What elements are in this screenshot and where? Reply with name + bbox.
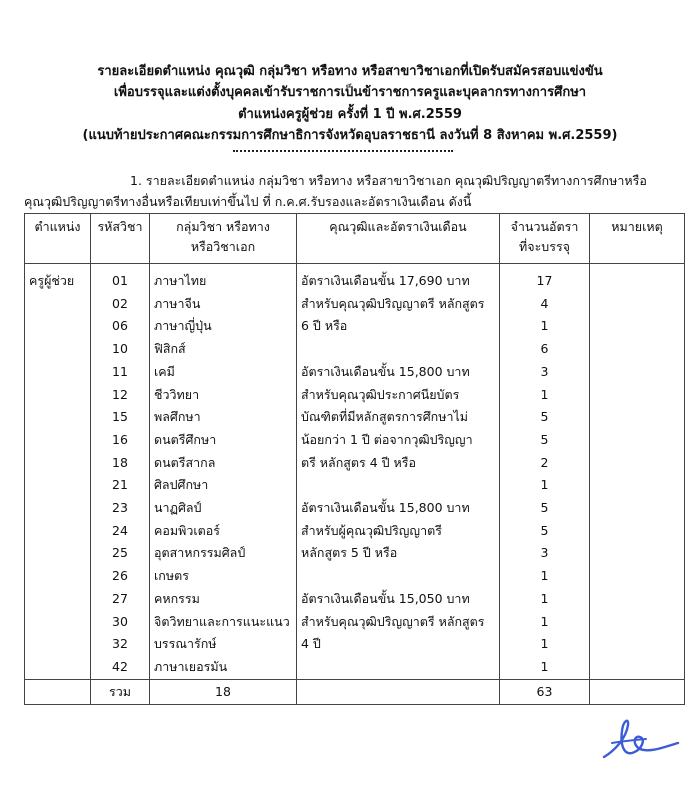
row-code: 23 <box>91 497 150 520</box>
row-code: 32 <box>91 633 150 656</box>
row-code: 12 <box>91 384 150 407</box>
row-qualification <box>297 656 500 679</box>
row-subject: คอมพิวเตอร์ <box>150 520 297 543</box>
row-subject: จิตวิทยาและการแนะแนว <box>150 611 297 634</box>
row-count: 5 <box>500 406 590 429</box>
row-subject: ภาษาจีน <box>150 293 297 316</box>
row-qualification: อัตราเงินเดือนขั้น 15,800 บาท <box>297 497 500 520</box>
header-subject: กลุ่มวิชา หรือทาง หรือวิชาเอก <box>150 214 297 264</box>
row-qualification: สำหรับคุณวุฒิประกาศนียบัตร <box>297 384 500 407</box>
row-count: 1 <box>500 384 590 407</box>
row-position <box>25 452 91 475</box>
table-row <box>25 611 685 634</box>
row-position <box>25 520 91 543</box>
row-code: 02 <box>91 293 150 316</box>
intro-line-1: 1. รายละเอียดตำแหน่ง กลุ่มวิชา หรือทาง หรือสาขาวิชาเอก คุณวุฒิปริญญาตรีทางการศึกษาหรือ <box>130 173 647 188</box>
row-position <box>25 611 91 634</box>
row-code: 06 <box>91 315 150 338</box>
table-row <box>25 656 685 679</box>
table-row <box>25 452 685 475</box>
row-position <box>25 542 91 565</box>
row-remark <box>590 474 685 497</box>
row-qualification: บัณฑิตที่มีหลักสูตรการศึกษาไม่ <box>297 406 500 429</box>
row-remark <box>590 406 685 429</box>
row-count: 3 <box>500 542 590 565</box>
row-subject: เคมี <box>150 361 297 384</box>
row-subject: ชีววิทยา <box>150 384 297 407</box>
row-qualification: สำหรับคุณวุฒิปริญญาตรี หลักสูตร <box>297 293 500 316</box>
row-remark <box>590 565 685 588</box>
table-row <box>25 264 685 293</box>
row-qualification <box>297 565 500 588</box>
row-code: 42 <box>91 656 150 679</box>
row-position <box>25 384 91 407</box>
row-count: 3 <box>500 361 590 384</box>
row-code: 25 <box>91 542 150 565</box>
table-row <box>25 338 685 361</box>
row-subject: ภาษาเยอรมัน <box>150 656 297 679</box>
total-subjects: 18 <box>150 679 297 704</box>
doc-title-line-2: เพื่อบรรจุและแต่งตั้งบุคคลเข้ารับราชการเป็นข้าราชการครูและบุคลากรทางการศึกษา <box>113 85 587 100</box>
row-subject: บรรณารักษ์ <box>150 633 297 656</box>
row-position <box>25 429 91 452</box>
row-qualification: สำหรับผู้คุณวุฒิปริญญาตรี <box>297 520 500 543</box>
header-qualification: คุณวุฒิและอัตราเงินเดือน <box>297 214 500 264</box>
row-position <box>25 633 91 656</box>
row-position <box>25 474 91 497</box>
row-remark <box>590 452 685 475</box>
row-qualification: 6 ปี หรือ <box>297 315 500 338</box>
row-count: 5 <box>500 520 590 543</box>
positions-table <box>24 213 685 705</box>
row-count: 2 <box>500 452 590 475</box>
row-position <box>25 497 91 520</box>
row-position <box>25 293 91 316</box>
row-code: 18 <box>91 452 150 475</box>
row-qualification: อัตราเงินเดือนขั้น 15,050 บาท <box>297 588 500 611</box>
header-code: รหัสวิชา <box>91 214 150 264</box>
row-position: ครูผู้ช่วย <box>25 264 91 293</box>
row-qualification: สำหรับคุณวุฒิปริญญาตรี หลักสูตร <box>297 611 500 634</box>
table-row <box>25 315 685 338</box>
header-remark: หมายเหตุ <box>590 214 685 264</box>
dotted-separator <box>233 150 453 152</box>
row-subject: นาฏศิลป์ <box>150 497 297 520</box>
row-count: 1 <box>500 588 590 611</box>
row-subject: ศิลปศึกษา <box>150 474 297 497</box>
row-remark <box>590 361 685 384</box>
row-code: 01 <box>91 264 150 293</box>
row-subject: พลศึกษา <box>150 406 297 429</box>
row-qualification: 4 ปี <box>297 633 500 656</box>
row-count: 1 <box>500 315 590 338</box>
row-code: 21 <box>91 474 150 497</box>
row-subject: อุตสาหกรรมศิลป์ <box>150 542 297 565</box>
row-remark <box>590 633 685 656</box>
row-code: 10 <box>91 338 150 361</box>
row-position <box>25 338 91 361</box>
intro-line-2: คุณวุฒิปริญญาตรีทางอื่นหรือเทียบเท่าขึ้นไป ที่ ก.ค.ศ.รับรองและอัตราเงินเดือน ดังนี้ <box>24 194 472 209</box>
row-remark <box>590 588 685 611</box>
signature-icon <box>598 713 684 765</box>
table-header-row <box>25 214 685 264</box>
table-row <box>25 565 685 588</box>
total-count: 63 <box>500 679 590 704</box>
row-qualification <box>297 474 500 497</box>
row-remark <box>590 315 685 338</box>
header-position: ตำแหน่ง <box>25 214 91 264</box>
row-position <box>25 406 91 429</box>
row-qualification: หลักสูตร 5 ปี หรือ <box>297 542 500 565</box>
row-position <box>25 361 91 384</box>
doc-title-line-4: (แนบท้ายประกาศคณะกรรมการศึกษาธิการจังหวัดอุบลราชธานี ลงวันที่ 8 สิงหาคม พ.ศ.2559) <box>82 128 618 143</box>
row-code: 30 <box>91 611 150 634</box>
row-qualification: อัตราเงินเดือนขั้น 17,690 บาท <box>297 264 500 293</box>
row-remark <box>590 542 685 565</box>
row-remark <box>590 293 685 316</box>
table-row <box>25 520 685 543</box>
row-count: 1 <box>500 656 590 679</box>
table-row <box>25 384 685 407</box>
row-remark <box>590 429 685 452</box>
doc-title-line-1: รายละเอียดตำแหน่ง คุณวุฒิ กลุ่มวิชา หรือทาง หรือสาขาวิชาเอกที่เปิดรับสมัครสอบแข่งขัน <box>97 64 603 79</box>
row-code: 24 <box>91 520 150 543</box>
row-qualification <box>297 338 500 361</box>
row-count: 1 <box>500 474 590 497</box>
table-row <box>25 474 685 497</box>
table-row <box>25 429 685 452</box>
row-count: 5 <box>500 429 590 452</box>
table-row <box>25 542 685 565</box>
doc-title-line-3: ตำแหน่งครูผู้ช่วย ครั้งที่ 1 ปี พ.ศ.2559 <box>238 107 462 122</box>
row-count: 1 <box>500 633 590 656</box>
row-subject: ฟิสิกส์ <box>150 338 297 361</box>
table-row <box>25 633 685 656</box>
table-row <box>25 406 685 429</box>
row-remark <box>590 264 685 293</box>
row-subject: ดนตรีสากล <box>150 452 297 475</box>
row-count: 4 <box>500 293 590 316</box>
row-qualification: อัตราเงินเดือนขั้น 15,800 บาท <box>297 361 500 384</box>
table-row <box>25 361 685 384</box>
row-count: 1 <box>500 565 590 588</box>
row-position <box>25 588 91 611</box>
row-subject: ดนตรีศึกษา <box>150 429 297 452</box>
row-subject: เกษตร <box>150 565 297 588</box>
row-count: 17 <box>500 264 590 293</box>
row-remark <box>590 338 685 361</box>
row-count: 5 <box>500 497 590 520</box>
row-code: 27 <box>91 588 150 611</box>
row-count: 6 <box>500 338 590 361</box>
row-position <box>25 565 91 588</box>
row-code: 11 <box>91 361 150 384</box>
row-qualification: น้อยกว่า 1 ปี ต่อจากวุฒิปริญญา <box>297 429 500 452</box>
table-row <box>25 293 685 316</box>
row-subject: คหกรรม <box>150 588 297 611</box>
total-label: รวม <box>91 679 150 704</box>
row-code: 16 <box>91 429 150 452</box>
row-remark <box>590 656 685 679</box>
row-remark <box>590 497 685 520</box>
row-position <box>25 656 91 679</box>
row-count: 1 <box>500 611 590 634</box>
total-row <box>25 679 685 704</box>
row-remark <box>590 611 685 634</box>
row-position <box>25 315 91 338</box>
header-count: จำนวนอัตรา ที่จะบรรจุ <box>500 214 590 264</box>
row-remark <box>590 384 685 407</box>
row-code: 15 <box>91 406 150 429</box>
row-subject: ภาษาญี่ปุ่น <box>150 315 297 338</box>
row-qualification: ตรี หลักสูตร 4 ปี หรือ <box>297 452 500 475</box>
row-subject: ภาษาไทย <box>150 264 297 293</box>
table-row <box>25 588 685 611</box>
row-remark <box>590 520 685 543</box>
row-code: 26 <box>91 565 150 588</box>
table-row <box>25 497 685 520</box>
